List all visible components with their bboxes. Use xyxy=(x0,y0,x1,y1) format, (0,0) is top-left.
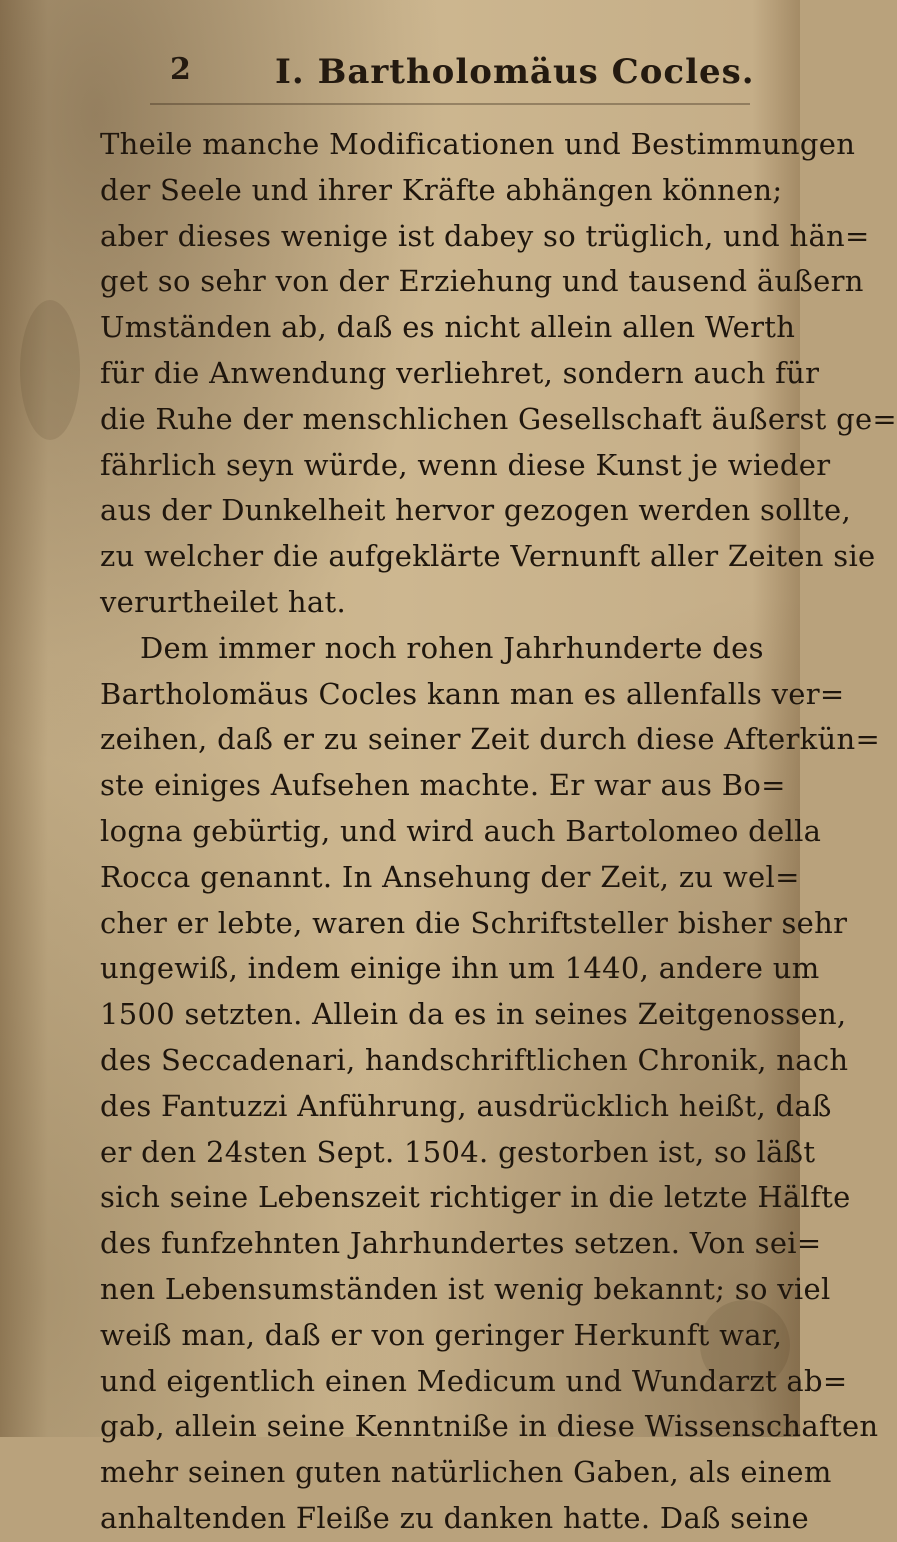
text-line: anhaltenden Fleiße zu danken hatte. Daß seine xyxy=(100,1500,809,1535)
text-line: Dem immer noch rohen Jahrhunderte des xyxy=(140,630,764,665)
text-line: sich seine Lebenszeit richtiger in die letzte Hälfte xyxy=(100,1180,851,1215)
text-line: und eigentlich einen Medicum und Wundarzt ab= xyxy=(100,1363,848,1398)
running-head: I. Bartholomäus Cocles. xyxy=(275,52,755,92)
body-text xyxy=(100,122,897,1542)
text-line: für die Anwendung verliehret, sondern auch für xyxy=(100,355,820,390)
text-line: cher er lebte, waren die Schriftsteller bisher sehr xyxy=(100,905,848,940)
text-line: get so sehr von der Erziehung und tausend äußern xyxy=(100,264,864,299)
text-line: ste einiges Aufsehen machte. Er war aus Bo= xyxy=(100,768,786,803)
text-line: ungewiß, indem einige ihn um 1440, andere um xyxy=(100,951,820,986)
text-line: nen Lebensumständen ist wenig bekannt; so viel xyxy=(100,1271,831,1306)
text-line: 1500 setzten. Allein da es in seines Zeitgenossen, xyxy=(100,997,847,1032)
text-line: er den 24sten Sept. 1504. gestorben ist, so läßt xyxy=(100,1134,816,1169)
text-line: gab, allein seine Kenntniße in diese Wissenschaften xyxy=(100,1409,879,1444)
page-number: 2 xyxy=(170,52,191,87)
text-line: Rocca genannt. In Ansehung der Zeit, zu wel= xyxy=(100,859,800,894)
text-line: mehr seinen guten natürlichen Gaben, als einem xyxy=(100,1455,832,1490)
page-header xyxy=(0,52,800,102)
text-line: des Fantuzzi Anführung, ausdrücklich heißt, daß xyxy=(100,1088,832,1123)
paper-stain xyxy=(20,300,80,440)
text-line: der Seele und ihrer Kräfte abhängen können; xyxy=(100,172,783,207)
text-line: fährlich seyn würde, wenn diese Kunst je wieder xyxy=(100,447,831,482)
text-line: die Ruhe der menschlichen Gesellschaft äußerst ge= xyxy=(100,401,897,436)
text-line: aber dieses wenige ist dabey so trüglich, und hän= xyxy=(100,218,870,253)
text-line: zeihen, daß er zu seiner Zeit durch diese Afterkün= xyxy=(100,722,881,757)
text-line: weiß man, daß er von geringer Herkunft war, xyxy=(100,1317,783,1352)
header-rule xyxy=(150,103,750,105)
text-line: des Seccadenari, handschriftlichen Chronik, nach xyxy=(100,1042,849,1077)
text-line: verurtheilet hat. xyxy=(100,584,346,619)
text-line: Bartholomäus Cocles kann man es allenfalls ver= xyxy=(100,676,845,711)
text-line: des funfzehnten Jahrhundertes setzen. Von sei= xyxy=(100,1226,822,1261)
text-line: aus der Dunkelheit hervor gezogen werden sollte, xyxy=(100,493,851,528)
text-line: Umständen ab, daß es nicht allein allen Werth xyxy=(100,310,796,345)
text-line: logna gebürtig, und wird auch Bartolomeo della xyxy=(100,813,822,848)
text-line: Theile manche Modificationen und Bestimmungen xyxy=(100,127,856,161)
text-line: zu welcher die aufgeklärte Vernunft aller Zeiten sie xyxy=(100,539,876,574)
